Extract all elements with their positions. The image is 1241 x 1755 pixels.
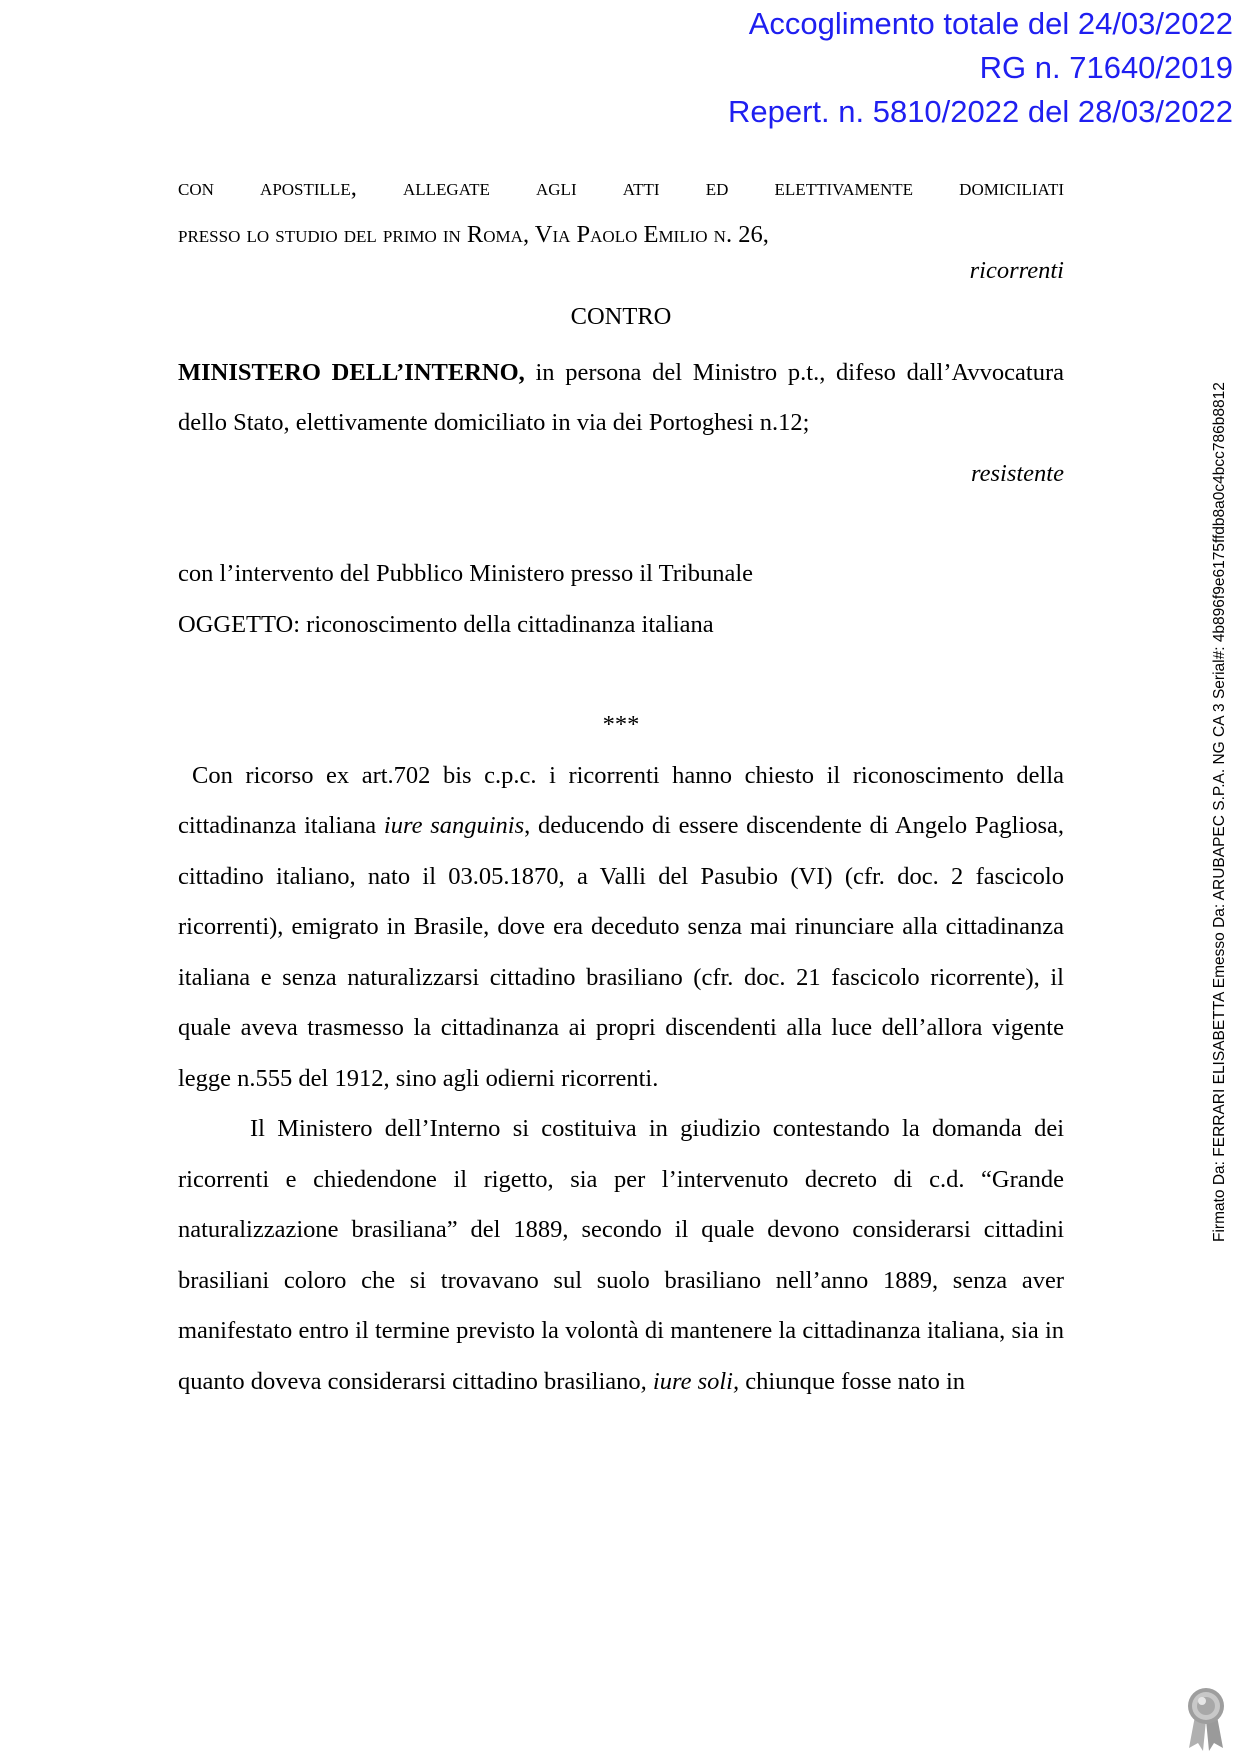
ministero-paragraph [178,348,1064,449]
stamp-rg-line: RG n. 71640/2019 [979,50,1233,85]
document-body [178,163,1064,1407]
spacer [178,650,1064,700]
paragraph-ministero-part1: Il Ministero dell’Interno si costituiva in giudizio contestando la domanda dei ricorrenti e chiedendone il rigetto, sia per l’intervenuto decreto di c.d. “Grande naturalizzazione brasiliana” del 1889, secondo il quale devono considerarsi cittadini brasiliani coloro che si trovavano sul suolo brasiliano nell’anno 1889, senza aver manifestato entro il termine previsto la volontà di mantenere la cittadinanza italiana, sia in quanto doveva considerarsi cittadino brasiliano [178,1115,1064,1395]
spacer [178,499,1064,549]
paragraph-ministero-part2: chiunque fosse nato in [739,1367,966,1395]
stamp-repert-line: Repert. n. 5810/2022 del 28/03/2022 [727,94,1233,129]
intervento-line: con l’intervento del Pubblico Ministero presso il Tribunale [178,560,754,587]
ministero-details: in persona del Ministro p.t., difeso dall’Avvocatura dello Stato, elettivamente domiciliato in via dei Portoghesi n.12; [178,358,1064,436]
resistente-label: resistente [971,459,1064,487]
oggetto-line: OGGETTO: riconoscimento della cittadinanza italiana [178,610,714,638]
contro-heading: CONTRO [570,302,672,330]
paragraph-ricorso-part1: Con ricorso ex art.702 bis c.p.c. i ricorrenti hanno chiesto il riconoscimento della cittadinanza italiana [178,761,1064,839]
ricorrenti-label: ricorrenti [969,256,1064,284]
header-line-2: presso lo studio del primo in Roma, Via Paolo Emilio n. 26, [178,220,769,248]
header-line-1: con apostille, allegate agli atti ed elettivamente domiciliati [178,174,1064,201]
ministero-name: MINISTERO DELL’INTERNO, [178,358,525,386]
paragraph-ministero-latin: , iure soli, [640,1367,740,1395]
stamp-outcome-line: Accoglimento totale del 24/03/2022 [748,6,1233,41]
paragraph-ricorso-part2: , deducendo di essere discendente di Angelo Pagliosa, cittadino italiano, nato il 03.05.1870, a Valli del Pasubio (VI) (cfr. doc. 2 fascicolo ricorrenti), emigrato in Brasile, dove era deceduto senza mai rinunciare alla cittadinanza italiana e senza naturalizzarsi cittadino brasiliano (cfr. doc. 21 fascicolo ricorrente), il quale aveva trasmesso la cittadinanza ai propri discendenti alla luce dell’allora vigente legge n.555 del 1912, sino agli odierni ricorrenti. [178,812,1064,1092]
seal-ribbon-icon [1186,1686,1226,1752]
paragraph-ricorso-latin: iure sanguinis [383,812,525,839]
digital-signature-note: Firmato Da: FERRARI ELISABETTA Emesso Da: ARUBAPEC S.P.A. NG CA 3 Serial#: 4b896f9e6175ffdb8a0c4bcc786b8812 [1211,382,1228,1242]
paragraph-ministero [178,1104,1064,1407]
filing-stamp [728,2,1233,134]
paragraph-ricorso [178,751,1064,1105]
section-separator: *** [602,711,640,738]
